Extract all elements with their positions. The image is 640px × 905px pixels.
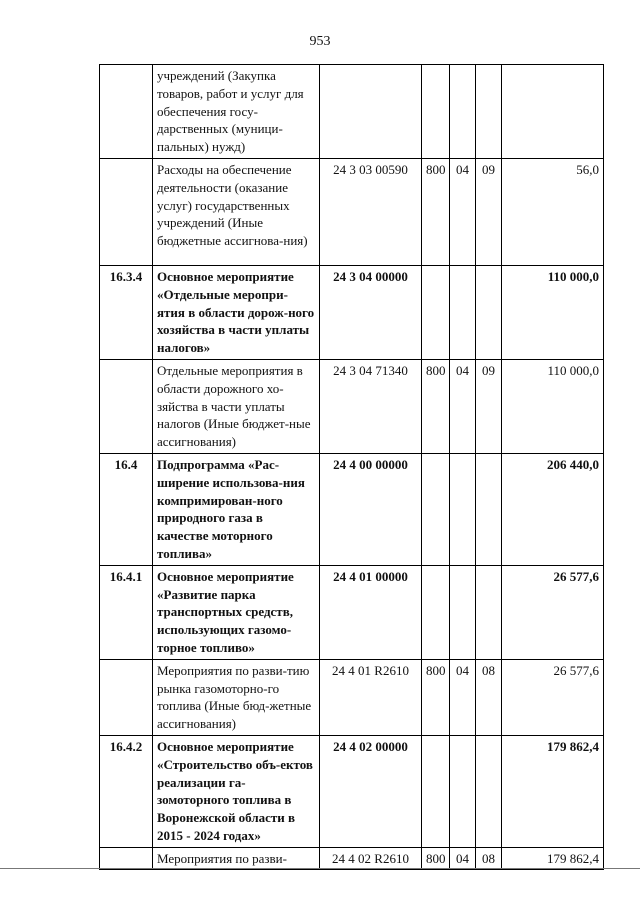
row-amount: 26 577,6 — [502, 565, 604, 659]
row-name: Отдельные мероприятия в области дорожного хо-зяйства в части уплаты налогов (Иные бюджет-ные ассигнования) — [153, 359, 320, 453]
row-pr: 09 — [476, 158, 502, 265]
row-rz — [450, 735, 476, 847]
row-rz — [450, 65, 476, 159]
row-pr — [476, 735, 502, 847]
row-number: 16.4 — [100, 453, 153, 565]
row-vr — [422, 453, 450, 565]
row-amount: 110 000,0 — [502, 265, 604, 359]
row-name: Мероприятия по разви-тию рынка газомоторно-го топлива (Иные бюд-жетные ассигнования) — [153, 659, 320, 735]
row-number: 16.4.1 — [100, 565, 153, 659]
row-name: Подпрограмма «Рас-ширение использова-ния компримирован-ного природного газа в качестве моторного топлива» — [153, 453, 320, 565]
row-vr: 800 — [422, 359, 450, 453]
row-code: 24 4 02 R2610 — [320, 847, 422, 870]
row-amount: 26 577,6 — [502, 659, 604, 735]
row-amount: 206 440,0 — [502, 453, 604, 565]
row-rz: 04 — [450, 359, 476, 453]
row-name: Мероприятия по разви- — [153, 847, 320, 870]
row-rz: 04 — [450, 847, 476, 870]
row-pr — [476, 65, 502, 159]
table-row — [100, 659, 604, 735]
table-row — [100, 565, 604, 659]
row-name: учреждений (Закупка товаров, работ и услуг для обеспечения госу-дарственных (муници-пальных) нужд) — [153, 65, 320, 159]
row-vr: 800 — [422, 158, 450, 265]
row-rz: 04 — [450, 158, 476, 265]
row-amount: 56,0 — [502, 158, 604, 265]
row-rz — [450, 265, 476, 359]
row-pr: 08 — [476, 847, 502, 870]
page-bottom-divider — [0, 868, 640, 869]
row-code: 24 4 02 00000 — [320, 735, 422, 847]
row-amount — [502, 65, 604, 159]
table-row — [100, 158, 604, 265]
row-vr — [422, 735, 450, 847]
row-name: Расходы на обеспечение деятельности (оказание услуг) государственных учреждений (Иные бюджетные ассигнова-ния) — [153, 158, 320, 265]
table-row — [100, 359, 604, 453]
row-name: Основное мероприятие «Отдельные меропри-ятия в области дорож-ного хозяйства в части уплаты налогов» — [153, 265, 320, 359]
row-vr: 800 — [422, 847, 450, 870]
row-pr — [476, 453, 502, 565]
row-amount: 179 862,4 — [502, 735, 604, 847]
row-number: 16.4.2 — [100, 735, 153, 847]
table-row — [100, 65, 604, 159]
row-code: 24 3 04 00000 — [320, 265, 422, 359]
row-code: 24 4 01 R2610 — [320, 659, 422, 735]
row-vr: 800 — [422, 659, 450, 735]
row-code — [320, 65, 422, 159]
row-number: 16.3.4 — [100, 265, 153, 359]
row-vr — [422, 265, 450, 359]
row-pr — [476, 265, 502, 359]
row-code: 24 3 04 71340 — [320, 359, 422, 453]
row-rz — [450, 565, 476, 659]
row-number — [100, 359, 153, 453]
row-amount: 179 862,4 — [502, 847, 604, 870]
row-code: 24 3 03 00590 — [320, 158, 422, 265]
row-vr — [422, 565, 450, 659]
row-code: 24 4 01 00000 — [320, 565, 422, 659]
table-row — [100, 265, 604, 359]
row-number — [100, 847, 153, 870]
row-code: 24 4 00 00000 — [320, 453, 422, 565]
row-number — [100, 65, 153, 159]
row-name: Основное мероприятие «Строительство объ-ектов реализации га-зомоторного топлива в Воронежской области в 2015 - 2024 годах» — [153, 735, 320, 847]
row-number — [100, 659, 153, 735]
table-row — [100, 735, 604, 847]
row-vr — [422, 65, 450, 159]
budget-table — [99, 64, 604, 870]
row-pr — [476, 565, 502, 659]
table-row — [100, 847, 604, 870]
row-name: Основное мероприятие «Развитие парка транспортных средств, использующих газомо-торное топливо» — [153, 565, 320, 659]
row-number — [100, 158, 153, 265]
table-row — [100, 453, 604, 565]
row-pr: 09 — [476, 359, 502, 453]
row-pr: 08 — [476, 659, 502, 735]
row-rz — [450, 453, 476, 565]
row-amount: 110 000,0 — [502, 359, 604, 453]
row-rz: 04 — [450, 659, 476, 735]
page-number: 953 — [309, 34, 331, 49]
